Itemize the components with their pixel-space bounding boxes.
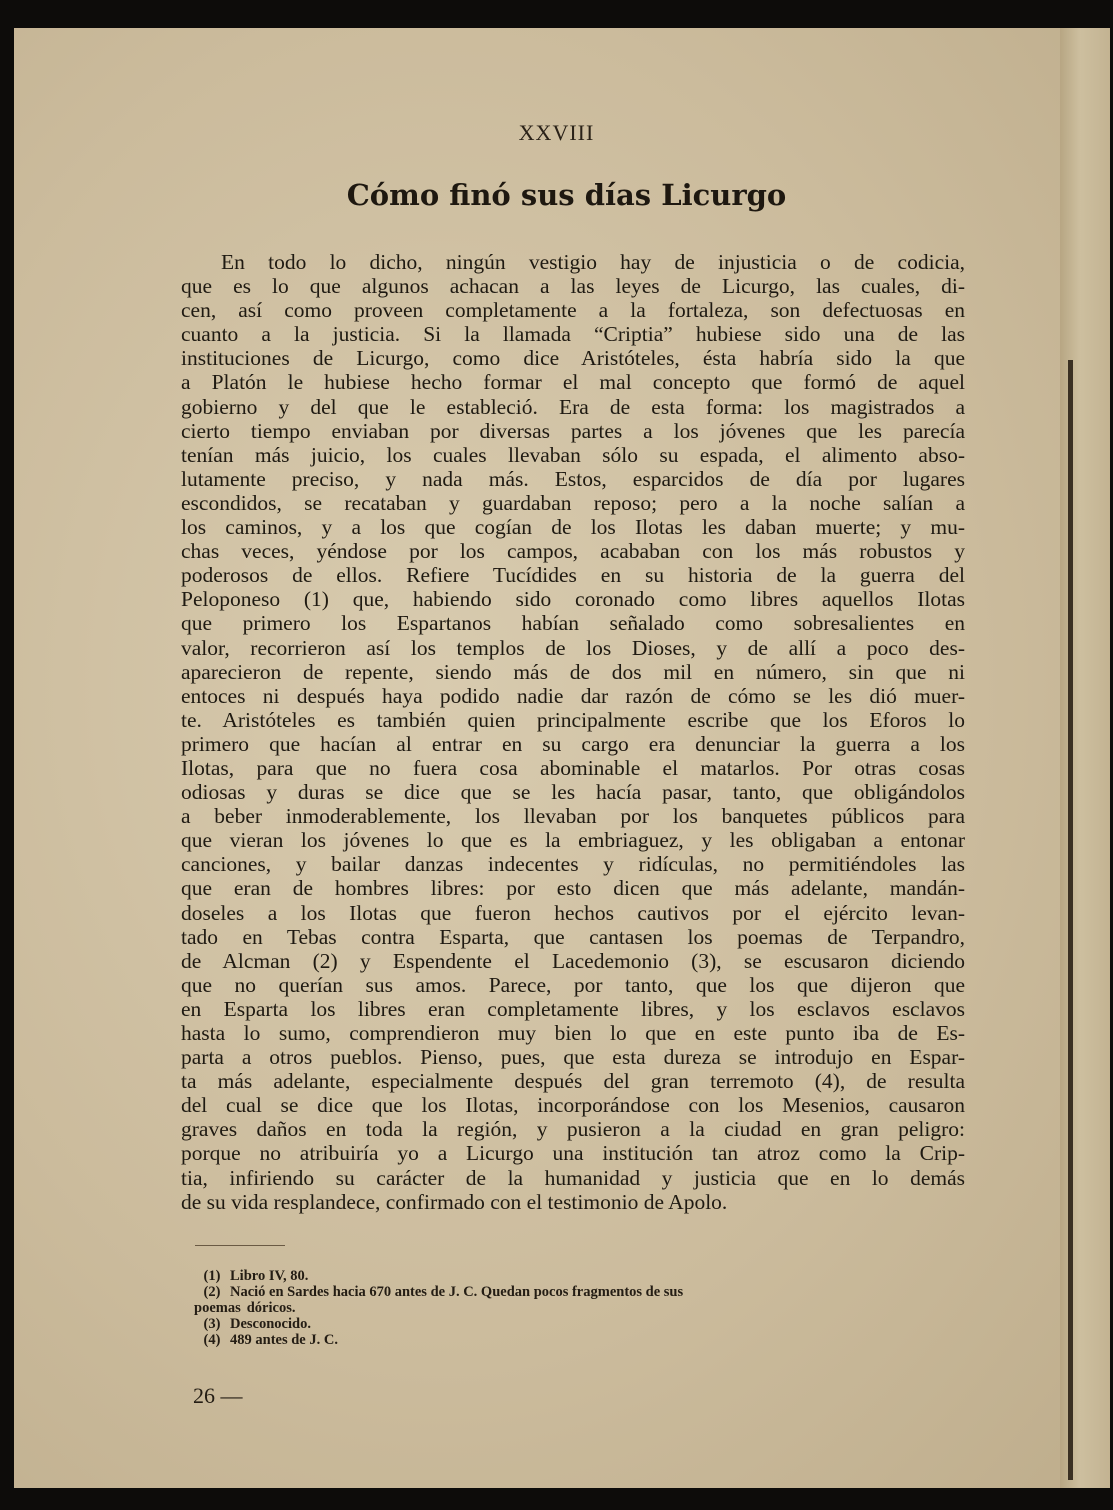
body-line: doseles a los Ilotas que fueron hechos cautivos por el ejército levan-	[181, 900, 965, 925]
body-line: cuanto a la justicia. Si la llamada “Criptia” hubiese sido una de las	[181, 322, 965, 347]
body-line: valor, recorrieron así los templos de los Dioses, y de allí a poco des-	[181, 635, 965, 660]
footnote-text: Nació en Sardes hacia 670 antes de J. C. Quedan pocos fragmentos de sus	[230, 1284, 684, 1300]
footnote-continuation	[194, 1300, 974, 1316]
body-line: chas veces, yéndose por los campos, acababan con los más robustos y	[181, 539, 965, 564]
body-line: cierto tiempo enviaban por diversas partes a los jóvenes que les parecía	[181, 418, 965, 443]
body-line: cen, así como proveen completamente a la fortaleza, son defectuosas en	[181, 298, 965, 323]
body-line: a beber inmoderablemente, los llevaban por los banquetes públicos para	[181, 804, 965, 829]
body-line: tia, infiriendo su carácter de la humanidad y justicia que en lo demás	[181, 1165, 965, 1190]
body-line: entoces ni después haya podido nadie dar razón de cómo se les dió muer-	[181, 683, 965, 708]
footnotes	[194, 1268, 974, 1348]
body-line: ta más adelante, especialmente después del gran terremoto (4), de resulta	[181, 1069, 965, 1094]
body-line: que no querían sus amos. Parece, por tanto, que los que dijeron que	[181, 972, 965, 997]
footnote-text: Desconocido.	[230, 1316, 311, 1332]
body-line: En todo lo dicho, ningún vestigio hay de injusticia o de codicia,	[221, 250, 965, 274]
chapter-title: Cómo finó sus días Licurgo	[346, 178, 787, 212]
binding-edge	[1068, 360, 1073, 1480]
page-number: 26 —	[193, 1383, 243, 1408]
footnote-number: (1)	[203, 1268, 221, 1284]
footnote-continuation-word: poemas	[194, 1300, 241, 1316]
body-line: parta a otros pueblos. Pienso, pues, que esta dureza se introdujo en Espar-	[181, 1045, 965, 1070]
body-line: que eran de hombres libres: por esto dicen que más adelante, mandán-	[181, 876, 965, 901]
body-line: tenían más juicio, los cuales llevaban sólo su espada, el alimento abso-	[181, 442, 965, 467]
footnote-text: dóricos.	[246, 1300, 296, 1316]
footnote-text: Libro IV, 80.	[230, 1268, 309, 1284]
body-line: de su vida resplandece, confirmado con el testimonio de Apolo.	[181, 1189, 728, 1214]
body-line: tado en Tebas contra Esparta, que cantasen los poemas de Terpandro,	[181, 924, 965, 949]
body-line: escondidos, se recataban y guardaban reposo; pero a la noche salían a	[181, 490, 965, 515]
body-line: de Alcman (2) y Espendente el Lacedemonio (3), se escusaron diciendo	[181, 948, 965, 973]
body-line: gobierno y del que le estableció. Era de esta forma: los magistrados a	[181, 394, 965, 419]
body-line: aparecieron de repente, siendo más de dos mil en número, sin que ni	[181, 659, 965, 684]
body-line: porque no atribuiría yo a Licurgo una institución tan atroz como la Crip-	[181, 1141, 965, 1166]
footnote	[194, 1332, 974, 1348]
body-line: Ilotas, para que no fuera cosa abominable el matarlos. Por otras cosas	[181, 755, 965, 780]
footnote-number: (2)	[203, 1284, 221, 1300]
body-line: instituciones de Licurgo, como dice Aristóteles, ésta habría sido la que	[181, 346, 965, 371]
body-line: te. Aristóteles es también quien principalmente escribe que los Eforos lo	[181, 707, 965, 732]
body-line: que es lo que algunos achacan a las leyes de Licurgo, las cuales, di-	[181, 274, 965, 299]
body-line: hasta lo sumo, comprendieron muy bien lo que en este punto iba de Es-	[181, 1021, 965, 1045]
body-line: poderosos de ellos. Refiere Tucídides en su historia de la guerra del	[181, 563, 965, 588]
footnote	[194, 1268, 974, 1284]
body-line: que primero los Espartanos habían señalado como sobresalientes en	[181, 611, 965, 636]
chapter-number: XXVIII	[518, 120, 595, 145]
footnote	[194, 1316, 974, 1332]
body-line: que vieran los jóvenes lo que es la embriaguez, y les obligaban a entonar	[181, 828, 965, 853]
footnote	[194, 1284, 974, 1300]
body-line: odiosas y duras se dice que se les hacía pasar, tanto, que obligándolos	[181, 780, 965, 805]
footnote-text: 489 antes de J. C.	[230, 1332, 338, 1348]
body-line: canciones, y bailar danzas indecentes y ridículas, no permitiéndoles las	[181, 852, 965, 877]
footnote-number: (4)	[203, 1332, 221, 1348]
footnote-divider	[195, 1245, 285, 1246]
body-line: graves daños en toda la región, y pusieron a la ciudad en gran peligro:	[181, 1117, 965, 1142]
body-line: a Platón le hubiese hecho formar el mal concepto que formó de aquel	[181, 370, 965, 395]
body-line: en Esparta los libres eran completamente libres, y los esclavos esclavos	[181, 996, 965, 1021]
body-line: los caminos, y a los que cogían de los Ilotas les daban muerte; y mu-	[181, 515, 965, 540]
body-line: del cual se dice que los Ilotas, incorporándose con los Mesenios, causaron	[181, 1093, 965, 1118]
body-line: primero que hacían al entrar en su cargo era denunciar la guerra a los	[181, 731, 965, 756]
body-line: Peloponeso (1) que, habiendo sido coronado como libres aquellos Ilotas	[181, 587, 965, 612]
body-text	[181, 250, 965, 1214]
footnote-number: (3)	[203, 1316, 221, 1332]
body-line: lutamente preciso, y nada más. Estos, esparcidos de día por lugares	[181, 466, 965, 491]
